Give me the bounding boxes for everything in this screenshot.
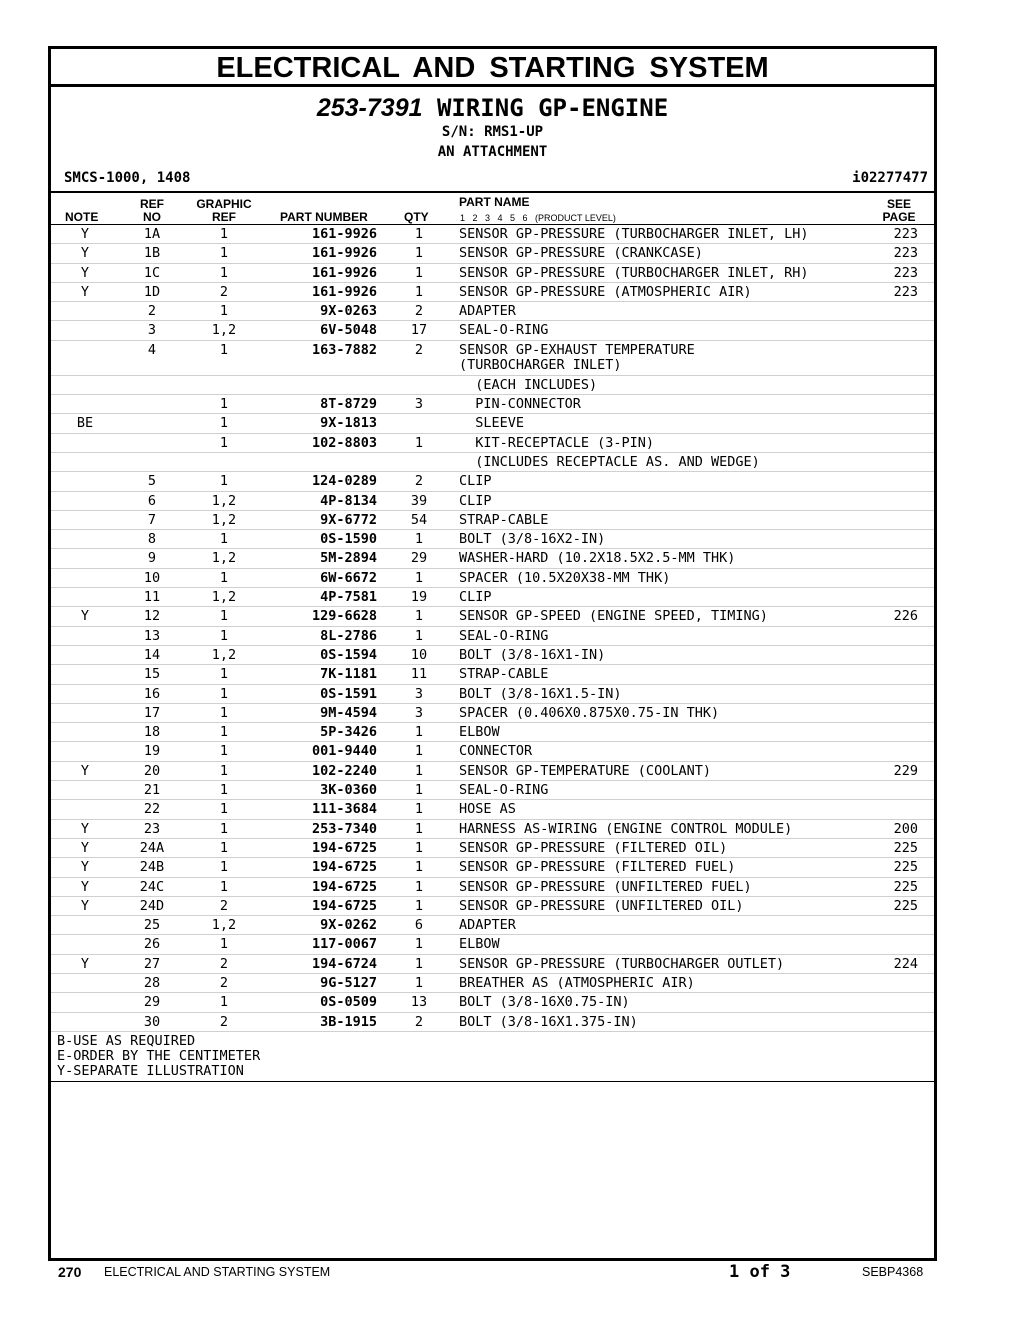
part-name-cell: SENSOR GP-PRESSURE (UNFILTERED OIL) [459, 897, 744, 914]
part-number-cell: 6V-5048 [320, 322, 377, 339]
graphic-ref-cell: 1 [219, 473, 229, 490]
notes-legend [57, 1034, 260, 1079]
part-number-cell: 5M-2894 [320, 550, 377, 567]
part-name-cell: STRAP-CABLE [459, 511, 549, 528]
graphic-ref-cell: 1 [219, 627, 229, 644]
part-name-cell: (EACH INCLUDES) [459, 376, 598, 393]
qty-cell: 54 [410, 511, 428, 528]
ref-no-cell: 28 [143, 974, 161, 991]
qty-cell: 1 [414, 569, 424, 586]
table-row [51, 225, 934, 244]
part-name-cell: ADAPTER [459, 917, 516, 934]
qty-cell: 13 [410, 994, 428, 1011]
graphic-ref-cell: 1 [219, 782, 229, 799]
part-number-cell: 253-7340 [311, 820, 377, 837]
group-title [51, 94, 934, 122]
table-row [51, 993, 934, 1012]
notes-rule [51, 1081, 934, 1082]
table-row [51, 530, 934, 549]
table-row [51, 414, 934, 433]
ref-no-cell: 11 [143, 589, 161, 606]
ref-no-cell: 26 [143, 936, 161, 953]
note-line: B-USE AS REQUIRED [57, 1033, 196, 1049]
part-number-cell: 9X-6772 [320, 511, 377, 528]
table-row [51, 283, 934, 302]
ref-no-cell: 3 [147, 322, 157, 339]
graphic-ref-cell: 1 [219, 743, 229, 760]
graphic-ref-cell: 1 [219, 820, 229, 837]
note-cell: Y [80, 245, 90, 262]
qty-cell: 2 [414, 341, 424, 358]
note-cell: Y [80, 283, 90, 300]
ref-no-cell: 12 [143, 608, 161, 625]
ref-no-cell: 20 [143, 762, 161, 779]
graphic-ref-cell: 1 [219, 415, 229, 432]
part-number-cell: 194-6725 [311, 859, 377, 876]
part-number-cell: 129-6628 [311, 608, 377, 625]
ref-no-cell: 1D [143, 283, 161, 300]
graphic-ref-cell: 1,2 [211, 322, 237, 339]
table-row [51, 453, 934, 472]
qty-cell: 10 [410, 646, 428, 663]
part-name-cell: SENSOR GP-PRESSURE (ATMOSPHERIC AIR) [459, 283, 752, 300]
table-row [51, 341, 934, 376]
page-number: 270 [58, 1264, 82, 1280]
graphic-ref-cell: 1 [219, 341, 229, 358]
col-graphic-bottom: REF [212, 210, 236, 224]
part-name-cell: CLIP [459, 492, 492, 509]
qty-cell: 1 [414, 801, 424, 818]
qty-cell: 39 [410, 492, 428, 509]
note-cell: Y [80, 608, 90, 625]
part-number-cell: 9X-1813 [320, 415, 377, 432]
table-row [51, 723, 934, 742]
part-name-cell: SENSOR GP-PRESSURE (TURBOCHARGER INLET, RH) [459, 264, 809, 281]
footer-section: ELECTRICAL AND STARTING SYSTEM [104, 1265, 331, 1279]
part-number-cell: 161-9926 [311, 226, 377, 242]
part-name-cell: BOLT (3/8-16X1-IN) [459, 646, 606, 663]
graphic-ref-cell: 1 [219, 608, 229, 625]
graphic-ref-cell: 1 [219, 264, 229, 281]
col-qty: QTY [404, 210, 429, 224]
ref-no-cell: 19 [143, 743, 161, 760]
graphic-ref-cell: 1,2 [211, 550, 237, 567]
table-row [51, 646, 934, 665]
table-row [51, 492, 934, 511]
table-row [51, 264, 934, 283]
ref-no-cell: 1C [143, 264, 161, 281]
part-name-cell: (INCLUDES RECEPTACLE AS. AND WEDGE) [459, 453, 760, 470]
part-number-cell: 163-7882 [311, 341, 377, 358]
qty-cell: 1 [414, 226, 424, 242]
ref-no-cell: 1B [143, 245, 161, 262]
ref-no-cell: 9 [147, 550, 157, 567]
see-page-cell: 225 [893, 878, 918, 895]
part-number-cell: 161-9926 [311, 264, 377, 281]
graphic-ref-cell: 2 [219, 1013, 229, 1030]
note-cell: Y [80, 762, 90, 779]
part-number-cell: 161-9926 [311, 283, 377, 300]
part-number-cell: 3B-1915 [320, 1013, 377, 1030]
part-number-cell: 001-9440 [311, 743, 377, 760]
ref-no-cell: 7 [147, 511, 157, 528]
table-row [51, 321, 934, 340]
part-number-cell: 124-0289 [311, 473, 377, 490]
note-line: E-ORDER BY THE CENTIMETER [57, 1048, 261, 1064]
ref-no-cell: 30 [143, 1013, 161, 1030]
table-row [51, 627, 934, 646]
part-number-cell: 5P-3426 [320, 724, 377, 741]
part-name-cell: SENSOR GP-PRESSURE (CRANKCASE) [459, 245, 703, 262]
part-number-cell: 194-6725 [311, 878, 377, 895]
table-row [51, 955, 934, 974]
part-name-cell: BOLT (3/8-16X2-IN) [459, 531, 606, 548]
table-row [51, 974, 934, 993]
ref-no-cell: 4 [147, 341, 157, 358]
table-row [51, 244, 934, 263]
qty-cell: 1 [414, 839, 424, 856]
qty-cell: 3 [414, 685, 424, 702]
table-row [51, 820, 934, 839]
part-name-cell: ADAPTER [459, 303, 516, 320]
ref-no-cell: 29 [143, 994, 161, 1011]
graphic-ref-cell: 1 [219, 434, 229, 451]
ref-no-cell: 10 [143, 569, 161, 586]
part-name-cell: BOLT (3/8-16X0.75-IN) [459, 994, 630, 1011]
graphic-ref-cell: 1 [219, 994, 229, 1011]
part-number-cell: 6W-6672 [320, 569, 377, 586]
part-number-cell: 0S-1594 [320, 646, 377, 663]
table-row [51, 607, 934, 626]
part-name-cell: CONNECTOR [459, 743, 533, 760]
qty-cell: 1 [414, 434, 424, 451]
ref-no-cell: 24A [139, 839, 165, 856]
ref-no-cell: 22 [143, 801, 161, 818]
part-name-cell: BOLT (3/8-16X1.5-IN) [459, 685, 622, 702]
table-row [51, 1013, 934, 1032]
part-number-cell: 111-3684 [311, 801, 377, 818]
ref-no-cell: 8 [147, 531, 157, 548]
part-name-cell-line2: (TURBOCHARGER INLET) [459, 356, 622, 373]
graphic-ref-cell: 1 [219, 226, 229, 242]
qty-cell: 6 [414, 917, 424, 934]
table-row [51, 685, 934, 704]
part-name-cell: HOSE AS [459, 801, 516, 818]
part-name-cell: SENSOR GP-PRESSURE (FILTERED FUEL) [459, 859, 736, 876]
part-name-cell: PIN-CONNECTOR [459, 396, 581, 413]
table-row [51, 858, 934, 877]
table-row [51, 549, 934, 568]
table-row [51, 839, 934, 858]
part-name-cell: SENSOR GP-PRESSURE (FILTERED OIL) [459, 839, 728, 856]
table-row [51, 742, 934, 761]
smcs-code: SMCS-1000, 1408 [64, 170, 191, 186]
doc-id: SEBP4368 [862, 1265, 924, 1279]
ref-no-cell: 14 [143, 646, 161, 663]
part-number-cell: 194-6725 [311, 897, 377, 914]
table-row [51, 376, 934, 395]
qty-cell: 1 [414, 955, 424, 972]
graphic-ref-cell: 1 [219, 724, 229, 741]
qty-cell: 1 [414, 245, 424, 262]
see-page-cell: 223 [893, 245, 918, 262]
serial-number: S/N: RMS1-UP [441, 124, 544, 140]
part-number-cell: 4P-8134 [320, 492, 377, 509]
ref-no-cell: 23 [143, 820, 161, 837]
page-frame [48, 46, 937, 1261]
part-name-cell: SENSOR GP-PRESSURE (UNFILTERED FUEL) [459, 878, 752, 895]
part-number-cell: 194-6724 [311, 955, 377, 972]
ref-no-cell: 27 [143, 955, 161, 972]
col-ref-top: REF [140, 197, 164, 211]
part-name-cell: CLIP [459, 589, 492, 606]
part-number-cell: 9M-4594 [320, 704, 377, 721]
qty-cell: 11 [410, 666, 428, 683]
part-name-cell: SENSOR GP-EXHAUST TEMPERATURE [459, 341, 695, 358]
table-row [51, 800, 934, 819]
ref-no-cell: 18 [143, 724, 161, 741]
part-number-cell: 9X-0263 [320, 303, 377, 320]
note-cell: Y [80, 955, 90, 972]
see-page-cell: 223 [893, 264, 918, 281]
part-name-cell: SENSOR GP-SPEED (ENGINE SPEED, TIMING) [459, 608, 768, 625]
part-number-cell: 194-6725 [311, 839, 377, 856]
qty-cell: 1 [414, 264, 424, 281]
group-part-number: 253-7391 [316, 94, 423, 122]
qty-cell: 29 [410, 550, 428, 567]
qty-cell: 1 [414, 743, 424, 760]
col-graphic-top: GRAPHIC [196, 197, 252, 211]
see-page-cell: 226 [893, 608, 918, 625]
graphic-ref-cell: 1 [219, 666, 229, 683]
part-name-cell: KIT-RECEPTACLE (3-PIN) [459, 434, 655, 451]
col-ref-bottom: NO [143, 210, 161, 224]
table-row [51, 511, 934, 530]
ref-no-cell: 21 [143, 782, 161, 799]
note-cell: Y [80, 226, 90, 242]
note-cell: Y [80, 859, 90, 876]
qty-cell: 1 [414, 974, 424, 991]
graphic-ref-cell: 1,2 [211, 646, 237, 663]
part-number-cell: 102-2240 [311, 762, 377, 779]
part-name-cell: SEAL-O-RING [459, 782, 549, 799]
part-name-cell: BOLT (3/8-16X1.375-IN) [459, 1013, 638, 1030]
part-number-cell: 0S-1590 [320, 531, 377, 548]
graphic-ref-cell: 1 [219, 878, 229, 895]
part-name-cell: ELBOW [459, 936, 500, 953]
part-name-cell: SPACER (0.406X0.875X0.75-IN THK) [459, 704, 720, 721]
qty-cell: 3 [414, 396, 424, 413]
see-page-cell: 223 [893, 283, 918, 300]
ref-no-cell: 24C [139, 878, 165, 895]
see-page-cell: 225 [893, 839, 918, 856]
note-line: Y-SEPARATE ILLUSTRATION [57, 1063, 244, 1079]
graphic-ref-cell: 1 [219, 531, 229, 548]
note-cell: Y [80, 264, 90, 281]
col-see-bottom: PAGE [882, 210, 916, 224]
table-row [51, 302, 934, 321]
part-number-cell: 161-9926 [311, 245, 377, 262]
see-page-cell: 200 [893, 820, 918, 837]
table-row [51, 935, 934, 954]
table-row [51, 762, 934, 781]
col-see-top: SEE [886, 197, 911, 211]
part-number-cell: 8L-2786 [320, 627, 377, 644]
graphic-ref-cell: 1,2 [211, 511, 237, 528]
parts-table [51, 225, 934, 1032]
part-name-cell: SLEEVE [459, 415, 525, 432]
qty-cell: 1 [414, 897, 424, 914]
part-number-cell: 9X-0262 [320, 917, 377, 934]
see-page-cell: 225 [893, 897, 918, 914]
graphic-ref-cell: 1 [219, 762, 229, 779]
col-product-level: 1 2 3 4 5 6 (PRODUCT LEVEL) [460, 213, 616, 223]
attachment-type: AN ATTACHMENT [437, 144, 548, 160]
qty-cell: 1 [414, 782, 424, 799]
table-row [51, 434, 934, 453]
qty-cell: 1 [414, 820, 424, 837]
ref-no-cell: 2 [147, 303, 157, 320]
graphic-ref-cell: 1 [219, 396, 229, 413]
ref-no-cell: 25 [143, 917, 161, 934]
graphic-ref-cell: 2 [219, 897, 229, 914]
header-rule [51, 191, 934, 193]
ref-no-cell: 16 [143, 685, 161, 702]
ref-no-cell: 13 [143, 627, 161, 644]
col-part-number: PART NUMBER [280, 210, 368, 224]
graphic-ref-cell: 2 [219, 974, 229, 991]
table-row [51, 781, 934, 800]
qty-cell: 1 [414, 762, 424, 779]
part-name-cell: SENSOR GP-PRESSURE (TURBOCHARGER OUTLET) [459, 955, 785, 972]
qty-cell: 1 [414, 724, 424, 741]
col-note: NOTE [65, 210, 99, 224]
table-row [51, 588, 934, 607]
graphic-ref-cell: 1 [219, 859, 229, 876]
ref-no-cell: 5 [147, 473, 157, 490]
part-number-cell: 0S-0509 [320, 994, 377, 1011]
graphic-ref-cell: 2 [219, 955, 229, 972]
see-page-cell: 223 [893, 226, 918, 242]
table-row [51, 395, 934, 414]
see-page-cell: 224 [893, 955, 918, 972]
qty-cell: 1 [414, 608, 424, 625]
graphic-ref-cell: 1 [219, 839, 229, 856]
note-cell: BE [76, 415, 94, 432]
part-name-cell: CLIP [459, 473, 492, 490]
part-name-cell: BREATHER AS (ATMOSPHERIC AIR) [459, 974, 695, 991]
part-name-cell: WASHER-HARD (10.2X18.5X2.5-MM THK) [459, 550, 736, 567]
ref-no-cell: 24B [139, 859, 165, 876]
table-row [51, 665, 934, 684]
qty-cell: 19 [410, 589, 428, 606]
part-name-cell: HARNESS AS-WIRING (ENGINE CONTROL MODULE) [459, 820, 793, 837]
col-part-name: PART NAME [459, 195, 530, 209]
graphic-ref-cell: 1 [219, 704, 229, 721]
qty-cell: 2 [414, 473, 424, 490]
qty-cell: 1 [414, 627, 424, 644]
part-name-cell: SEAL-O-RING [459, 627, 549, 644]
table-row [51, 878, 934, 897]
group-name: WIRING GP-ENGINE [436, 94, 669, 122]
graphic-ref-cell: 1 [219, 569, 229, 586]
qty-cell: 2 [414, 1013, 424, 1030]
qty-cell: 3 [414, 704, 424, 721]
part-name-cell: ELBOW [459, 724, 500, 741]
graphic-ref-cell: 1,2 [211, 917, 237, 934]
part-name-cell: SPACER (10.5X20X38-MM THK) [459, 569, 671, 586]
table-row [51, 897, 934, 916]
qty-cell: 1 [414, 878, 424, 895]
table-row [51, 569, 934, 588]
graphic-ref-cell: 2 [219, 283, 229, 300]
ref-no-cell: 17 [143, 704, 161, 721]
part-number-cell: 4P-7581 [320, 589, 377, 606]
note-cell: Y [80, 878, 90, 895]
see-page-cell: 225 [893, 859, 918, 876]
ref-no-cell: 6 [147, 492, 157, 509]
ref-no-cell: 24D [139, 897, 165, 914]
note-cell: Y [80, 839, 90, 856]
graphic-ref-cell: 1,2 [211, 589, 237, 606]
part-number-cell: 7K-1181 [320, 666, 377, 683]
table-row [51, 472, 934, 491]
part-number-cell: 8T-8729 [320, 396, 377, 413]
qty-cell: 2 [414, 303, 424, 320]
graphic-ref-cell: 1 [219, 245, 229, 262]
ref-no-cell: 15 [143, 666, 161, 683]
ref-no-cell: 1A [143, 226, 161, 242]
graphic-ref-cell: 1 [219, 303, 229, 320]
part-name-cell: SEAL-O-RING [459, 322, 549, 339]
part-number-cell: 117-0067 [311, 936, 377, 953]
section-title: ELECTRICAL AND STARTING SYSTEM [51, 49, 934, 87]
qty-cell: 1 [414, 531, 424, 548]
qty-cell: 1 [414, 859, 424, 876]
qty-cell: 17 [410, 322, 428, 339]
illustration-id: i02277477 [852, 170, 928, 186]
part-number-cell: 3K-0360 [320, 782, 377, 799]
table-row [51, 704, 934, 723]
graphic-ref-cell: 1,2 [211, 492, 237, 509]
qty-cell: 1 [414, 283, 424, 300]
part-number-cell: 0S-1591 [320, 685, 377, 702]
graphic-ref-cell: 1 [219, 801, 229, 818]
graphic-ref-cell: 1 [219, 685, 229, 702]
part-name-cell: STRAP-CABLE [459, 666, 549, 683]
see-page-cell: 229 [893, 762, 918, 779]
part-name-cell: SENSOR GP-TEMPERATURE (COOLANT) [459, 762, 711, 779]
part-number-cell: 102-8803 [311, 434, 377, 451]
qty-cell: 1 [414, 936, 424, 953]
part-name-cell: SENSOR GP-PRESSURE (TURBOCHARGER INLET, LH) [459, 226, 809, 242]
note-cell: Y [80, 897, 90, 914]
graphic-ref-cell: 1 [219, 936, 229, 953]
note-cell: Y [80, 820, 90, 837]
part-number-cell: 9G-5127 [320, 974, 377, 991]
table-row [51, 916, 934, 935]
page-of: 1 of 3 [729, 1262, 791, 1282]
